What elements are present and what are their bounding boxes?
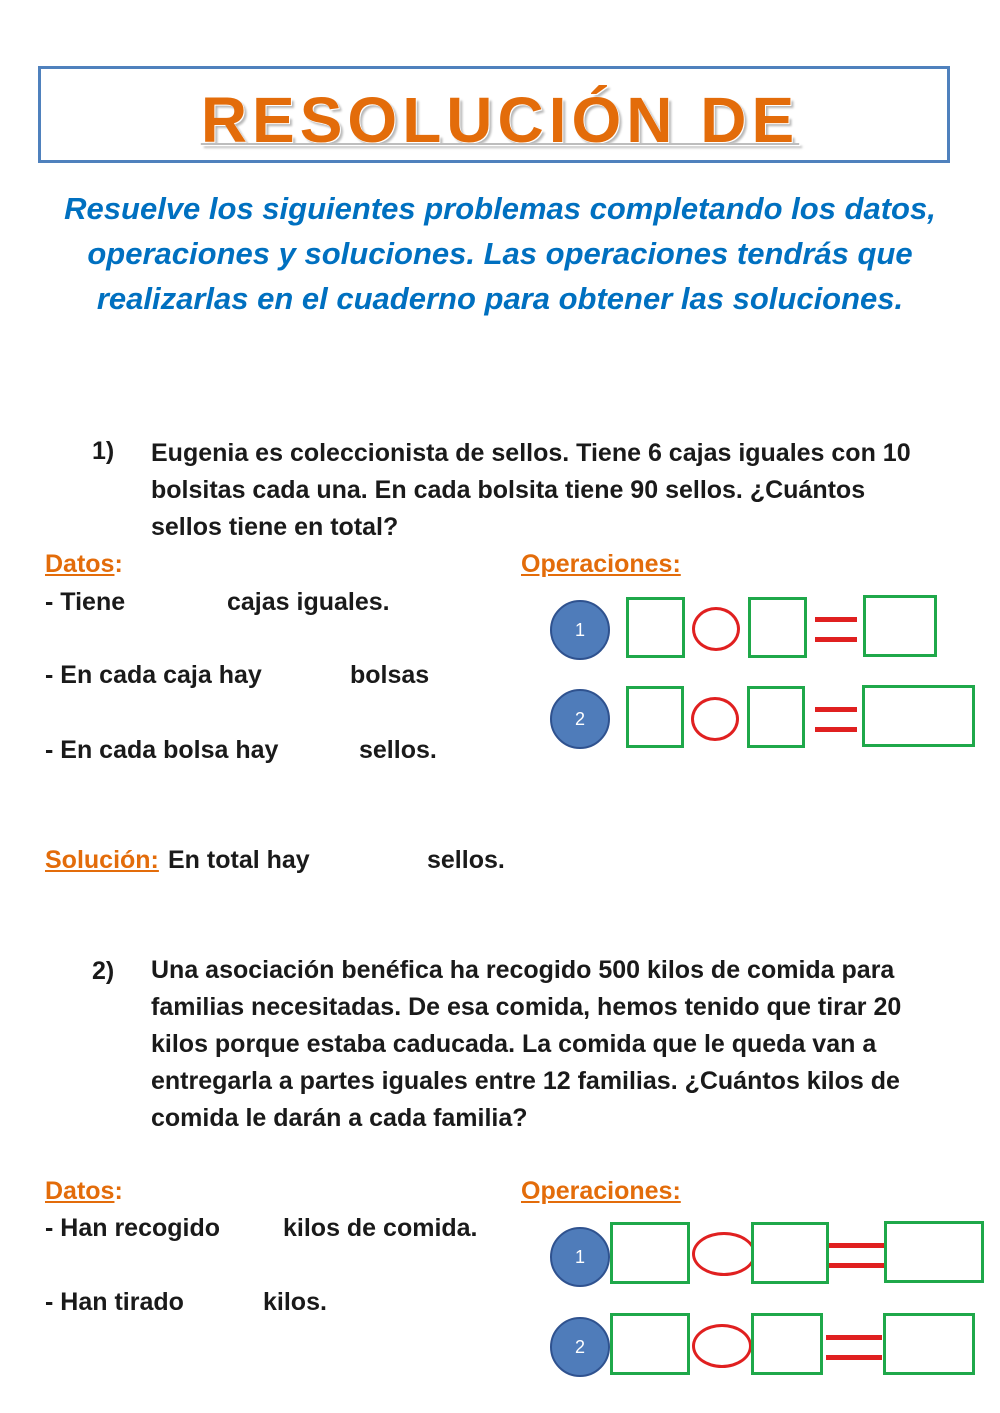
p1-op1-equals-top [815,617,857,622]
p1-op2-equals-bottom [815,727,857,732]
p1-datos-line1-end: cajas iguales. [227,588,390,616]
p1-op2-equals-top [815,707,857,712]
p2-op1-operator-oval[interactable] [692,1232,756,1276]
p1-op1-operand-b-box[interactable] [748,597,807,658]
p1-op1-result-box[interactable] [863,595,937,657]
problem-2-datos-label: Datos: [45,1177,123,1205]
page-title: RESOLUCIÓN DE [200,84,800,156]
p1-op2-operator-oval[interactable] [691,697,739,741]
p2-step-1-badge: 1 [550,1227,610,1287]
p2-op1-operand-a-box[interactable] [610,1222,690,1284]
p2-step-2-badge: 2 [550,1317,610,1377]
p2-op1-operand-b-box[interactable] [751,1222,829,1284]
p2-op2-operator-oval[interactable] [692,1324,752,1368]
problem-2-text: Una asociación benéfica ha recogido 500 kilos de comida para familias necesitadas. De esa comida, hemos tenido que tirar 20 kilos porque estaba caducada. La comida que le queda van a entregarla a partes iguales entre 12 familias. ¿Cuántos kilos de comida le darán a cada familia? [151,956,902,1132]
problem-1-solucion-label: Solución: [45,846,159,874]
p1-op2-operand-b-box[interactable] [747,686,805,748]
p1-op1-operator-oval[interactable] [692,607,740,651]
p2-op1-equals-top [829,1243,885,1248]
problem-2-number: 2) [92,957,115,985]
problem-1-text: Eugenia es coleccionista de sellos. Tiene 6 cajas iguales con 10 bolsitas cada una. En cada bolsita tiene 90 sellos. ¿Cuántos sellos tiene en total? [151,439,911,541]
p2-op1-equals-bottom [829,1263,885,1268]
problem-1-number: 1) [92,437,115,465]
p2-datos-line1-start: - Han recogido [45,1214,221,1242]
p1-step-1-badge: 1 [550,600,610,660]
p1-op2-operand-a-box[interactable] [626,686,684,748]
p1-datos-line3-end: sellos. [359,736,437,764]
p2-op2-equals-top [826,1335,882,1340]
p1-datos-line2-start: - En cada caja hay [45,661,262,689]
p1-solucion-end: sellos. [427,846,505,874]
p1-solucion-start: En total hay [168,846,310,874]
problem-1-datos-label: Datos: [45,550,123,578]
p1-op2-result-box[interactable] [862,685,975,747]
problem-1-operaciones-label: Operaciones: [521,550,681,578]
p1-datos-line3-start: - En cada bolsa hay [45,736,279,764]
p2-op2-result-box[interactable] [883,1313,975,1375]
p1-op1-equals-bottom [815,637,857,642]
p2-datos-line1-end: kilos de comida. [283,1214,478,1242]
p2-op2-operand-a-box[interactable] [610,1313,690,1375]
instructions: Resuelve los siguientes problemas completando los datos, operaciones y soluciones. Las operaciones tendrás que realizarlas en el cuaderno para obtener las soluciones. [64,191,936,316]
p2-op2-equals-bottom [826,1355,882,1360]
problem-2-operaciones-label: Operaciones: [521,1177,681,1205]
p1-datos-line2-end: bolsas [350,661,430,689]
p2-op1-result-box[interactable] [884,1221,984,1283]
p2-datos-line2-end: kilos. [263,1288,327,1316]
p1-op1-operand-a-box[interactable] [626,597,685,658]
p2-op2-operand-b-box[interactable] [751,1313,823,1375]
p1-datos-line1-start: - Tiene [45,588,126,616]
p2-datos-line2-start: - Han tirado [45,1288,184,1316]
p1-step-2-badge: 2 [550,689,610,749]
